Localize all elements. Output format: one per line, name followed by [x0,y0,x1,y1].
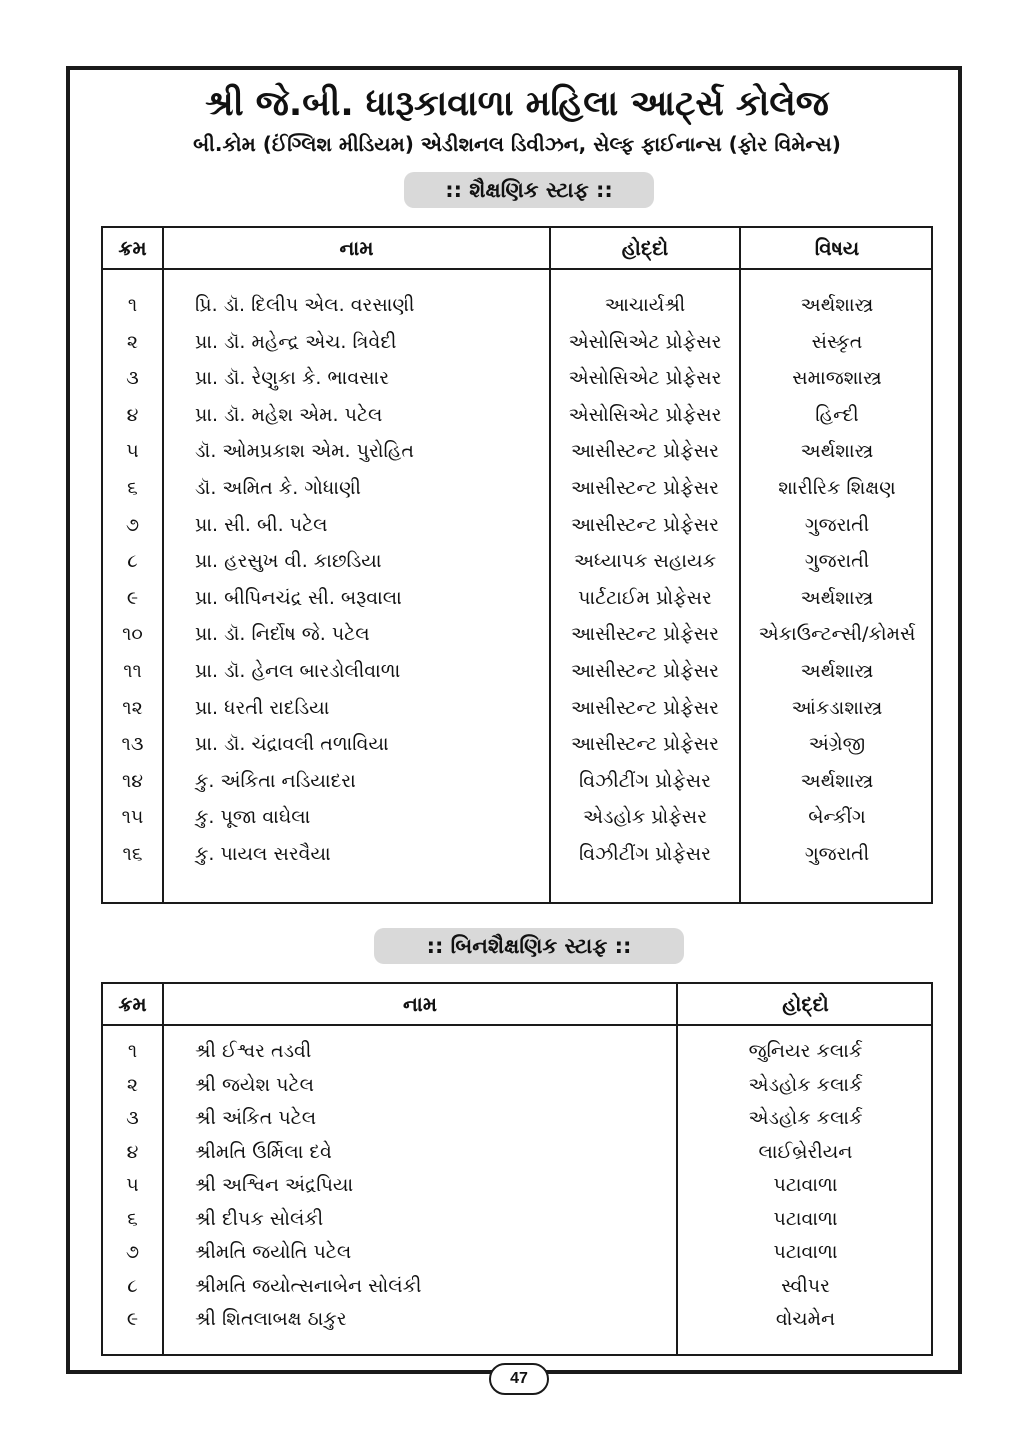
table-row [103,325,931,359]
cell-no: ૧૧ [123,660,142,682]
cell-no: ૧૦ [122,623,143,646]
cell-name: પ્રા. ડૉ. નિર્દોષ જે. પટેલ [195,623,370,646]
column-header-name: નામ [339,236,374,260]
table-row [103,1135,931,1169]
non-academic-staff-table [101,982,933,1356]
cell-name: પ્રા. ડૉ. રેણુકા કે. ભાવસાર [195,367,390,390]
cell-no: ૨ [126,330,139,353]
table-row [103,617,931,651]
college-title: શ્રી જે.બી. ધારૂકાવાળા મહિલા આર્ટ્સ કોલેજ [205,84,829,124]
table-row [103,1202,931,1236]
cell-subject: બેન્કીંગ [808,806,866,829]
table-row [103,361,931,395]
table-row [103,471,931,505]
table-row [103,434,931,468]
cell-subject: અર્થશાસ્ત્ર [800,769,874,792]
cell-name: શ્રી અંકિત પટેલ [195,1107,317,1129]
table-row [103,1168,931,1202]
cell-post: આસીસ્ટન્ટ પ્રોફેસર [571,477,719,499]
table-row [103,1101,931,1135]
cell-post: એસોસિએટ પ્રોફેસર [568,403,722,426]
table-row [103,581,931,615]
cell-post: વિઝીટીંગ પ્રોફેસર [579,843,711,865]
cell-post: આસીસ્ટન્ટ પ્રોફેસર [571,696,719,719]
cell-no: ૧૨ [122,696,143,719]
cell-subject: સમાજશાસ્ત્ર [792,367,882,390]
cell-name: પ્રા. ડૉ. મહેન્દ્ર એચ. ત્રિવેદી [195,330,397,353]
column-header-post: હોદ્દો [782,992,829,1016]
cell-post: લાઈબ્રેરીયન [758,1140,853,1163]
cell-no: ૪ [126,403,139,426]
table-row [103,508,931,542]
cell-name: પ્રા. ડૉ. ચંદ્રાવલી તળાવિયા [195,733,389,756]
cell-no: ૧૪ [121,769,144,792]
cell-post: જુનિયર કલાર્ક [748,1040,863,1062]
cell-subject: અર્થશાસ્ત્ર [800,294,874,316]
cell-no: ૮ [127,1274,138,1297]
cell-no: ૭ [125,1241,140,1263]
cell-name: પ્રા. ડૉ. મહેશ એમ. પટેલ [195,403,383,426]
cell-subject: અર્થશાસ્ત્ર [800,660,874,682]
cell-name: શ્રી અશ્વિન અંદ્રપિયા [195,1174,354,1196]
cell-name: શ્રી દીપક સોલંકી [195,1207,324,1230]
column-header-name: નામ [403,992,437,1016]
cell-no: ૭ [125,513,140,536]
cell-name: ડૉ. ઓમપ્રકાશ એમ. પુરોહિત [195,440,414,463]
cell-post: પટાવાળા [773,1207,838,1230]
cell-post: પાર્ટટાઈમ પ્રોફેસર [578,586,712,609]
cell-no: ૫ [126,440,139,463]
cell-name: શ્રી ઈશ્વર તડવી [195,1040,312,1062]
column-header-no: ક્રમ [118,236,147,260]
cell-name: પ્રા. હરસુખ વી. કાછડિયા [195,550,382,573]
cell-post: પટાવાળા [773,1174,838,1196]
cell-name: કુ. પાયલ સરવૈયા [195,843,331,865]
cell-no: ૯ [126,586,139,609]
cell-name: શ્રીમતિ ઉર્મિલા દવે [195,1140,332,1163]
cell-no: ૬ [127,1207,138,1230]
table-row [103,800,931,834]
cell-no: ૧૫ [121,806,144,829]
cell-post: આસીસ્ટન્ટ પ્રોફેસર [571,513,719,536]
cell-subject: અર્થશાસ્ત્ર [800,440,874,463]
column-header-post: હોદ્દો [621,236,669,260]
table-row [103,1068,931,1102]
header-divider [103,1024,931,1026]
cell-post: આસીસ્ટન્ટ પ્રોફેસર [571,660,719,682]
cell-post: આસીસ્ટન્ટ પ્રોફેસર [571,440,719,463]
column-header-subject: વિષય [814,236,860,260]
table-row [103,691,931,725]
cell-name: પ્રિ. ડૉ. દિલીપ એલ. વરસાણી [195,294,415,316]
cell-no: ૨ [126,1073,139,1096]
cell-name: ડૉ. અમિત કે. ગોધાણી [195,477,361,499]
cell-post: આસીસ્ટન્ટ પ્રોફેસર [571,623,719,646]
cell-post: વિઝીટીંગ પ્રોફેસર [579,769,711,792]
cell-subject: ગુજરાતી [804,843,870,865]
cell-post: પટાવાળા [773,1241,838,1263]
cell-no: ૯ [126,1308,139,1330]
cell-no: ૩ [126,367,139,390]
cell-no: ૧૬ [122,843,143,865]
table-row [103,764,931,798]
cell-no: ૮ [127,550,138,573]
department-subtitle: બી.કોમ (ઈંગ્લિશ મીડિયમ) એડીશનલ ડિવીઝન, સેલ્ફ ફાઈનાન્સ (ફોર વિમેન્સ) [193,132,841,156]
cell-subject: ગુજરાતી [804,550,870,573]
non-academic-staff-heading: :: બિનશૈક્ષણિક સ્ટાફ :: [374,928,684,964]
table-row [103,837,931,871]
table-row [103,727,931,761]
table-row [103,544,931,578]
cell-post: એસોસિએટ પ્રોફેસર [568,330,722,353]
cell-name: શ્રી જયેશ પટેલ [195,1073,314,1096]
cell-name: પ્રા. બીપિનચંદ્ર સી. બરૂવાલા [195,586,402,609]
cell-subject: આંકડાશાસ્ત્ર [791,696,883,719]
cell-subject: શારીરિક શિક્ષણ [778,477,896,499]
cell-subject: સંસ્કૃત [811,330,863,353]
academic-staff-table [101,226,933,904]
cell-subject: હિન્દી [815,403,859,426]
table-row [103,398,931,432]
table-row [103,1235,931,1269]
cell-post: એડહોક પ્રોફેસર [582,806,708,829]
cell-subject: અર્થશાસ્ત્ર [800,586,874,609]
cell-post: એસોસિએટ પ્રોફેસર [568,367,722,390]
table-row [103,654,931,688]
table-row [103,1034,931,1068]
cell-subject: ગુજરાતી [804,513,870,536]
cell-name: પ્રા. ધરતી રાદડિયા [195,696,330,719]
cell-no: ૬ [127,477,138,499]
table-row [103,1302,931,1336]
cell-post: એડહોક કલાર્ક [748,1107,863,1129]
cell-post: સ્વીપર [781,1274,830,1297]
cell-name: શ્રીમતિ જયોતિ પટેલ [195,1241,352,1263]
cell-name: કુ. અંકિતા નડિયાદરા [195,769,356,792]
cell-no: ૧ [127,1040,138,1062]
cell-post: વોચમેન [775,1308,836,1330]
table-row [103,288,931,322]
cell-post: એડહોક કલાર્ક [748,1073,863,1096]
page-number: 47 [489,1363,549,1395]
cell-no: ૧૩ [121,733,144,756]
cell-no: ૩ [126,1107,139,1129]
cell-subject: અંગ્રેજી [808,733,866,756]
cell-post: આસીસ્ટન્ટ પ્રોફેસર [571,733,719,756]
cell-no: ૪ [126,1140,139,1163]
cell-no: ૧ [127,294,138,316]
cell-no: ૫ [126,1174,139,1196]
column-header-no: ક્રમ [118,992,147,1016]
cell-name: કુ. પૂજા વાઘેલા [195,806,311,829]
table-row [103,1269,931,1303]
cell-name: પ્રા. ડૉ. હેનલ બારડોલીવાળા [195,660,401,682]
cell-post: અધ્યાપક સહાયક [573,550,717,573]
cell-post: આચાર્યશ્રી [604,294,686,316]
cell-subject: એકાઉન્ટન્સી/કોમર્સ [758,623,916,646]
cell-name: શ્રીમતિ જયોત્સનાબેન સોલંકી [195,1274,422,1297]
academic-staff-heading: :: શૈક્ષણિક સ્ટાફ :: [404,172,654,208]
cell-name: શ્રી શિતલાબક્ષ ઠાકુર [195,1308,347,1330]
cell-name: પ્રા. સી. બી. પટેલ [195,513,328,536]
header-divider [103,268,931,270]
